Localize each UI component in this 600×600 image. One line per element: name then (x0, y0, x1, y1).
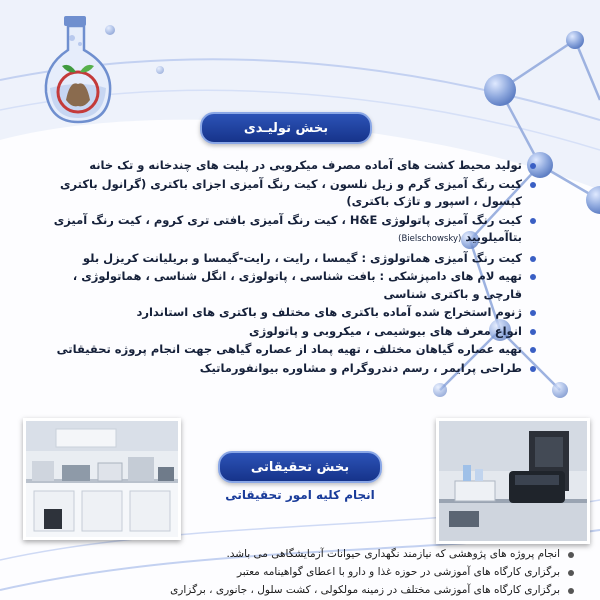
list-item: کیت رنگ آمیزی گرم و زیل نلسون ، کیت رنگ آمیزی اجزای باکتری (گرانول باکتری کپسول ، اسپور و تاژک باکتری) (48, 176, 538, 211)
list-item: برگزاری کارگاه های آموزشی مختلف در زمینه مولکولی ، کشت سلول ، جانوری ، برگزاری (16, 582, 576, 599)
bullet-icon (568, 570, 574, 576)
production-section-title: بخش تولیـدی (200, 112, 372, 144)
bullet-icon (530, 218, 536, 224)
bullet-icon (530, 256, 536, 262)
research-section-title: بخش تحقیقاتی (218, 451, 382, 483)
flask-logo-icon (40, 10, 118, 128)
bullet-icon (530, 347, 536, 353)
bullet-icon (530, 366, 536, 372)
list-item: تهیه لام های دامپزشکی : بافت شناسی ، پاتولوژی ، انگل شناسی ، هماتولوژی ، قارچی و باکتری شناسی (48, 268, 538, 303)
lab-equipment-photo (436, 418, 590, 544)
list-item: برگزاری کارگاه های آموزشی در حوزه غذا و دارو با اعطای گواهینامه معتبر (16, 564, 576, 581)
bullet-icon (530, 182, 536, 188)
bullet-icon (530, 310, 536, 316)
bullet-icon (568, 552, 574, 558)
list-item: تولید محیط کشت های آماده مصرف میکروبی در پلیت های چندخانه و تک خانه (48, 157, 538, 175)
list-item: کیت رنگ آمیزی پاتولوژی H&E ، کیت رنگ آمیزی بافتی تری کروم ، کیت رنگ آمیزی بتاآمیلویید (Bielschowsky) (48, 212, 538, 249)
bullet-icon (530, 329, 536, 335)
research-list (16, 546, 576, 600)
list-item: طراحی پرایمر ، رسم دندروگرام و مشاوره بیوانفورماتیک (48, 360, 538, 378)
bielschowsky-note: (Bielschowsky) (398, 234, 462, 244)
list-item: تهیه عصاره گیاهان مختلف ، تهیه پماد از عصاره گیاهی جهت انجام پروژه تحقیقاتی (48, 341, 538, 359)
list-item: انجام پروژه های پژوهشی که نیازمند نگهداری حیوانات آزمایشگاهی می باشد. (16, 546, 576, 563)
list-item: ژنوم استخراج شده آماده باکتری های مختلف و باکتری های استاندارد (48, 304, 538, 322)
lab-bench-photo (23, 418, 181, 540)
research-subtitle: انجام کلیه امور تحقیقاتی (225, 488, 375, 502)
bullet-icon (568, 588, 574, 594)
list-item: کیت رنگ آمیزی هماتولوژی : گیمسا ، رایت ، رایت-گیمسا و بریلیانت کریزل بلو (48, 250, 538, 268)
production-list (48, 157, 538, 378)
bullet-icon (530, 274, 536, 280)
list-item: انواع معرف های بیوشیمی ، میکروبی و پاتولوژی (48, 323, 538, 341)
bullet-icon (530, 163, 536, 169)
